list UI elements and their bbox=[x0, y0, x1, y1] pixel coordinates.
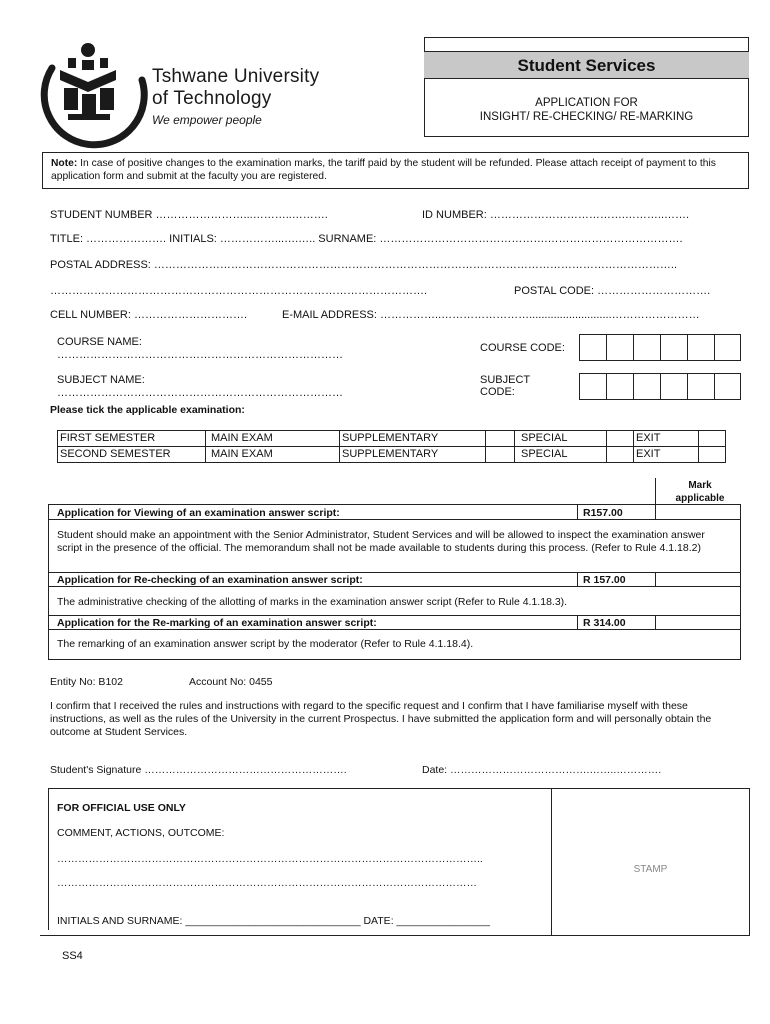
comment-line-2[interactable]: ………………………………………………………………………………………………………… bbox=[57, 877, 477, 889]
application-remarking-price: R 314.00 bbox=[583, 617, 626, 629]
code-cell[interactable] bbox=[714, 373, 741, 400]
table-row bbox=[58, 447, 726, 463]
application-rechecking-description: The administrative checking of the allotting of marks in the examination answer script (Refer to Rule 4.1.18.3). bbox=[57, 596, 568, 608]
initials-surname-date-field[interactable]: INITIALS AND SURNAME: ______________________________ DATE: ________________ bbox=[57, 915, 490, 927]
mark-applicable-header: Mark applicable bbox=[675, 480, 725, 504]
university-logo bbox=[30, 40, 148, 160]
id-number-field[interactable]: ID NUMBER: ……………………………….………..……. bbox=[422, 209, 690, 221]
semester-cell: FIRST SEMESTER bbox=[58, 431, 206, 447]
code-cell[interactable] bbox=[714, 334, 741, 361]
official-left-border bbox=[48, 788, 49, 930]
code-cell[interactable] bbox=[687, 373, 715, 400]
official-use-heading: FOR OFFICIAL USE ONLY bbox=[57, 802, 186, 814]
tick-box[interactable] bbox=[486, 431, 515, 447]
declaration-text: I confirm that I received the rules and instructions with regard to the specific request and I confirm that I have familiarise myself with these instructions, as well as the rules of the University in the current Prospectus. I have submitted the application form and will personally obtain the outcome at Student Services. bbox=[50, 700, 712, 738]
semester-cell: SECOND SEMESTER bbox=[58, 447, 206, 463]
application-viewing-description: Student should make an appointment with the Senior Administrator, Student Services and will be allowed to inspect the examination answer script in the presence of the official. The memorandum shall not be made available to students during this process. (Refer to Rule 4.1.18.2) bbox=[57, 529, 705, 554]
cell-number-field[interactable]: CELL NUMBER: …………………………. bbox=[50, 309, 248, 321]
comment-line-1[interactable]: ………………………………………………………………………………………………………….. bbox=[57, 853, 483, 865]
entity-number: Entity No: B102 bbox=[50, 676, 123, 688]
comment-label: COMMENT, ACTIONS, OUTCOME: bbox=[57, 827, 225, 839]
application-viewing-price: R157.00 bbox=[583, 507, 623, 519]
code-cell[interactable] bbox=[606, 334, 634, 361]
application-rechecking-title: Application for Re-checking of an examination answer script: bbox=[57, 574, 363, 586]
form-code: SS4 bbox=[62, 950, 83, 962]
special-cell: SPECIAL bbox=[515, 431, 607, 447]
special-cell: SPECIAL bbox=[515, 447, 607, 463]
postal-code-field[interactable]: POSTAL CODE: …………………………. bbox=[514, 285, 711, 297]
signature-date-field[interactable]: Date: ………………………………….……..…………. bbox=[422, 764, 662, 776]
department-title: Student Services bbox=[424, 51, 749, 79]
note-box bbox=[42, 152, 749, 189]
official-bottom-border bbox=[40, 935, 750, 936]
account-number: Account No: 0455 bbox=[189, 676, 273, 688]
code-cell[interactable] bbox=[660, 334, 688, 361]
postal-address-line2[interactable]: …………………………………………………………………………………………. bbox=[50, 285, 428, 297]
code-cell[interactable] bbox=[633, 373, 661, 400]
main-exam-cell: MAIN EXAM bbox=[206, 431, 340, 447]
student-number-field[interactable]: STUDENT NUMBER ……………………...………..………. bbox=[50, 209, 328, 221]
email-address-field[interactable]: E-MAIL ADDRESS: ……………..……………………...........................…………………… bbox=[282, 309, 700, 321]
postal-address-field[interactable]: POSTAL ADDRESS: …………………………………………………………………………………………………………………………….. bbox=[50, 259, 678, 271]
code-cell[interactable] bbox=[633, 334, 661, 361]
tick-box[interactable] bbox=[699, 447, 726, 463]
tick-box[interactable] bbox=[699, 431, 726, 447]
mark-checkbox[interactable] bbox=[658, 506, 740, 519]
mark-header-divider bbox=[655, 478, 656, 504]
application-viewing-title: Application for Viewing of an examination answer script: bbox=[57, 507, 340, 519]
course-name-field[interactable]: …………………………………………………………………… bbox=[57, 349, 343, 361]
subject-code-label: SUBJECT CODE: bbox=[480, 374, 531, 398]
table-row bbox=[58, 431, 726, 447]
stamp-area: STAMP bbox=[633, 864, 668, 875]
supplementary-cell: SUPPLEMENTARY bbox=[340, 431, 486, 447]
subject-name-field[interactable]: …………………………………………………………………… bbox=[57, 387, 343, 399]
mark-checkbox[interactable] bbox=[658, 573, 740, 586]
application-rechecking-price: R 157.00 bbox=[583, 574, 626, 586]
note-label: Note: bbox=[51, 158, 78, 169]
exam-table bbox=[57, 430, 726, 463]
code-cell[interactable] bbox=[687, 334, 715, 361]
university-tagline: We empower people bbox=[152, 113, 262, 127]
form-title: APPLICATION FOR INSIGHT/ RE-CHECKING/ RE-MARKING bbox=[479, 97, 694, 123]
mark-checkbox[interactable] bbox=[658, 616, 740, 629]
code-cell[interactable] bbox=[579, 373, 607, 400]
exit-cell: EXIT bbox=[634, 447, 699, 463]
student-signature-field[interactable]: Student's Signature …………………………………………………. bbox=[50, 764, 347, 776]
tick-box[interactable] bbox=[607, 431, 634, 447]
code-cell[interactable] bbox=[606, 373, 634, 400]
stamp-divider bbox=[551, 788, 552, 936]
exit-cell: EXIT bbox=[634, 431, 699, 447]
code-cell[interactable] bbox=[579, 334, 607, 361]
note-text: In case of positive changes to the examination marks, the tariff paid by the student will be refunded. Please attach receipt of payment to this application form and submit at the faculty you are registered. bbox=[51, 158, 716, 182]
supplementary-cell: SUPPLEMENTARY bbox=[340, 447, 486, 463]
exam-instruction: Please tick the applicable examination: bbox=[50, 404, 245, 416]
application-remarking-title: Application for the Re-marking of an examination answer script: bbox=[57, 617, 377, 629]
tick-box[interactable] bbox=[486, 447, 515, 463]
title-initials-surname-field[interactable]: TITLE: …………………. INITIALS: ……………...….….. SURNAME: ……………………………………….………………………………. bbox=[50, 233, 683, 245]
application-remarking-description: The remarking of an examination answer script by the moderator (Refer to Rule 4.1.18.4). bbox=[57, 638, 474, 650]
course-name-label: COURSE NAME: bbox=[57, 336, 142, 348]
main-exam-cell: MAIN EXAM bbox=[206, 447, 340, 463]
code-cell[interactable] bbox=[660, 373, 688, 400]
university-name: Tshwane University of Technology bbox=[152, 66, 320, 109]
subject-name-label: SUBJECT NAME: bbox=[57, 374, 145, 386]
tick-box[interactable] bbox=[607, 447, 634, 463]
course-code-label: COURSE CODE: bbox=[480, 342, 565, 354]
